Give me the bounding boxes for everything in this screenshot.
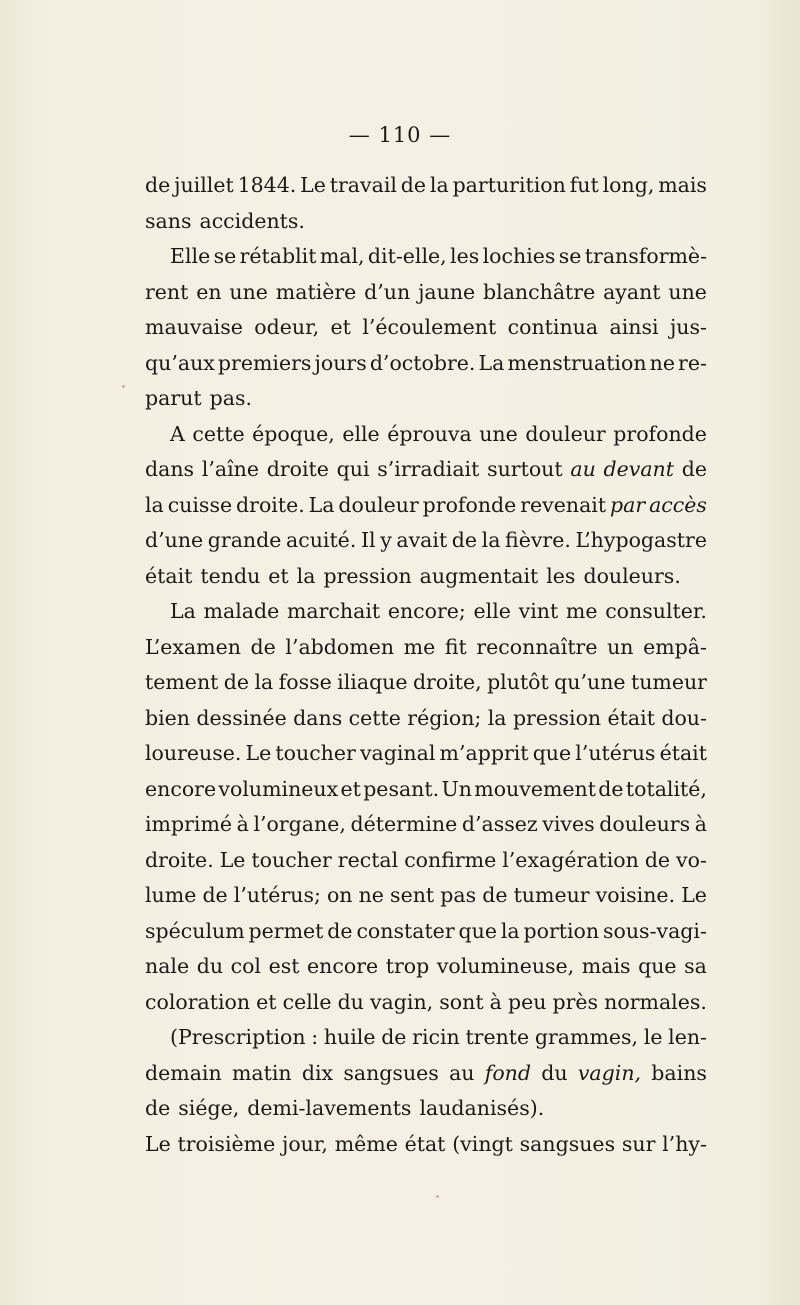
word: douleur bbox=[338, 492, 419, 517]
word: vint bbox=[518, 599, 559, 623]
word: mais bbox=[581, 954, 631, 978]
word: l’utérus bbox=[575, 741, 656, 765]
word: qu’une bbox=[554, 670, 626, 694]
word: une bbox=[668, 279, 707, 304]
text-line bbox=[145, 346, 707, 382]
word: au bbox=[570, 457, 596, 481]
word: peu bbox=[507, 989, 547, 1014]
text-line bbox=[145, 985, 707, 1021]
word: la bbox=[481, 528, 501, 552]
word: ricin bbox=[412, 1025, 460, 1049]
word: plutôt bbox=[487, 670, 549, 694]
word: parturition bbox=[452, 173, 566, 197]
word: fit bbox=[444, 634, 467, 659]
text-line bbox=[145, 488, 707, 524]
word: mouvement bbox=[474, 776, 596, 801]
word: ayant bbox=[603, 279, 661, 304]
word: len- bbox=[668, 1025, 707, 1049]
word: du bbox=[337, 989, 364, 1014]
word: ainsi bbox=[609, 315, 659, 339]
word: est bbox=[268, 954, 300, 978]
word: 1844. bbox=[237, 173, 297, 197]
word: (vingt bbox=[452, 1131, 513, 1156]
word: empâ- bbox=[643, 634, 707, 659]
word: encore bbox=[307, 954, 379, 978]
text-line bbox=[145, 168, 707, 204]
body-text bbox=[145, 168, 707, 1162]
word: profonde bbox=[613, 421, 707, 446]
word: pesant. bbox=[363, 776, 440, 801]
word: dou- bbox=[661, 705, 707, 730]
word: lume bbox=[145, 883, 197, 907]
word: Le bbox=[300, 173, 326, 197]
word: d’assez bbox=[461, 812, 538, 836]
word: ne bbox=[358, 883, 384, 907]
word: droite bbox=[266, 457, 329, 481]
word: profonde bbox=[422, 492, 517, 517]
word: La bbox=[170, 599, 196, 623]
word: se bbox=[558, 244, 582, 268]
word: détermine bbox=[350, 812, 458, 836]
word: était bbox=[145, 563, 193, 588]
word: se bbox=[213, 244, 237, 268]
word: confirme bbox=[404, 847, 497, 872]
word: normales. bbox=[604, 989, 707, 1014]
text-line bbox=[145, 949, 707, 985]
word: accidents. bbox=[199, 208, 305, 233]
word: qui bbox=[336, 457, 370, 481]
word: L’hypogastre bbox=[575, 528, 707, 552]
word: dit-elle, bbox=[367, 244, 447, 268]
text-line bbox=[145, 736, 707, 772]
word: jours bbox=[314, 350, 367, 375]
word: avait bbox=[396, 528, 448, 552]
word: et bbox=[256, 989, 277, 1014]
word: col bbox=[230, 954, 261, 978]
word: malade bbox=[203, 599, 280, 623]
word: mauvaise bbox=[145, 315, 243, 339]
word: m’apprit bbox=[439, 741, 529, 765]
word: vo- bbox=[676, 847, 707, 872]
word: de bbox=[250, 634, 276, 659]
text-line bbox=[145, 1020, 707, 1056]
word: volumineuse, bbox=[436, 954, 575, 978]
word: Un bbox=[441, 776, 472, 801]
text-line bbox=[145, 1091, 707, 1127]
word: blanchâtre bbox=[483, 279, 596, 304]
text-line bbox=[145, 772, 707, 808]
word: du bbox=[196, 954, 224, 978]
word: de bbox=[681, 457, 707, 481]
word: rétablit bbox=[239, 244, 317, 268]
word: dans bbox=[293, 705, 343, 730]
word: l’organe, bbox=[253, 812, 346, 836]
word: surtout bbox=[487, 457, 563, 481]
word: Le bbox=[681, 883, 707, 907]
word: mais bbox=[658, 173, 707, 197]
word: dessinée bbox=[196, 705, 287, 730]
word: voisine. bbox=[595, 883, 676, 907]
word: long, bbox=[602, 173, 655, 197]
word: tement bbox=[145, 670, 219, 694]
word: la bbox=[145, 492, 164, 517]
word: reconnaître bbox=[476, 634, 598, 659]
word: permet bbox=[248, 918, 324, 943]
word: laudanisés). bbox=[419, 1096, 545, 1120]
word: huile bbox=[323, 1025, 376, 1049]
word: l’écoulement bbox=[362, 315, 497, 339]
text-line bbox=[145, 239, 707, 275]
word: de bbox=[145, 173, 171, 197]
word: à bbox=[694, 812, 707, 836]
word: droite. bbox=[236, 492, 305, 517]
word: Elle bbox=[170, 244, 211, 268]
word: on bbox=[326, 883, 353, 907]
word: coloration bbox=[145, 989, 251, 1014]
word: douleurs. bbox=[583, 563, 681, 588]
word: fièvre. bbox=[505, 528, 571, 552]
word: par bbox=[610, 492, 646, 517]
word: l’abdomen bbox=[285, 634, 395, 659]
word: état bbox=[404, 1131, 446, 1156]
word: ne bbox=[649, 350, 675, 375]
word: bien bbox=[145, 705, 191, 730]
word: elle bbox=[342, 421, 380, 446]
word: La bbox=[308, 492, 335, 517]
page-number: — 110 — bbox=[348, 123, 452, 147]
word: d’une bbox=[145, 528, 204, 552]
word: transformè- bbox=[584, 244, 707, 268]
word: sous-vagi- bbox=[602, 918, 707, 943]
word: accès bbox=[649, 492, 707, 517]
word: fut bbox=[569, 173, 599, 197]
word: de bbox=[644, 847, 671, 872]
word: droite, bbox=[412, 670, 482, 694]
text-line bbox=[145, 275, 707, 311]
word: rectal bbox=[337, 847, 399, 872]
text-line bbox=[145, 701, 707, 737]
word: sur bbox=[621, 1131, 656, 1156]
word: le bbox=[643, 1025, 663, 1049]
text-line bbox=[145, 559, 707, 595]
text-line bbox=[145, 878, 707, 914]
word: consulter. bbox=[605, 599, 707, 623]
word: près bbox=[552, 989, 599, 1014]
word: de bbox=[223, 670, 250, 694]
word: Il bbox=[360, 528, 376, 552]
word: s’irradiait bbox=[377, 457, 480, 481]
text-line bbox=[145, 417, 707, 453]
text-line bbox=[145, 665, 707, 701]
word: au bbox=[449, 1060, 475, 1085]
word: la bbox=[500, 918, 520, 943]
word: jaune bbox=[418, 279, 476, 304]
word: marchait bbox=[286, 599, 381, 623]
word: et bbox=[268, 563, 289, 588]
text-line bbox=[145, 630, 707, 666]
word: la bbox=[429, 173, 449, 197]
word: L’examen bbox=[145, 634, 241, 659]
word: pas bbox=[440, 883, 477, 907]
word: et bbox=[340, 776, 361, 801]
word: sangsues bbox=[519, 1131, 616, 1156]
word: de bbox=[145, 1096, 171, 1120]
word: vagin, bbox=[369, 989, 434, 1014]
word: cette bbox=[192, 421, 245, 446]
word: Le bbox=[219, 847, 246, 872]
word: jour, bbox=[281, 1131, 328, 1156]
word: de bbox=[327, 918, 353, 943]
word: matière bbox=[275, 279, 357, 304]
word: région; bbox=[407, 705, 482, 730]
word: l’exagération bbox=[502, 847, 639, 872]
word: A bbox=[170, 421, 185, 446]
word: me bbox=[403, 634, 436, 659]
word: totalité, bbox=[625, 776, 707, 801]
word: de bbox=[381, 1025, 407, 1049]
word: y bbox=[380, 528, 392, 552]
word: spéculum bbox=[145, 918, 245, 943]
word: matin bbox=[231, 1060, 292, 1085]
word: premiers bbox=[217, 350, 312, 375]
word: imprimé bbox=[145, 812, 233, 836]
word: grande bbox=[207, 528, 282, 552]
word: sent bbox=[390, 883, 435, 907]
word: qu’aux bbox=[145, 350, 215, 375]
word: vives bbox=[542, 812, 595, 836]
word: que bbox=[532, 741, 572, 765]
word: les bbox=[546, 563, 576, 588]
word: de bbox=[482, 883, 508, 907]
word: iliaque bbox=[337, 670, 408, 694]
word: l’aîne bbox=[201, 457, 259, 481]
text-line bbox=[145, 594, 707, 630]
word: juillet bbox=[174, 173, 234, 197]
text-line bbox=[145, 914, 707, 950]
word: sont bbox=[439, 989, 484, 1014]
word: et bbox=[330, 315, 351, 339]
word: bains bbox=[651, 1060, 707, 1085]
word: de bbox=[598, 776, 624, 801]
word: toucher bbox=[275, 741, 356, 765]
word: jus- bbox=[669, 315, 707, 339]
text-line bbox=[145, 1056, 707, 1092]
word: dans bbox=[145, 457, 195, 481]
word: continua bbox=[507, 315, 599, 339]
word: vaginal bbox=[359, 741, 436, 765]
text-line bbox=[145, 523, 707, 559]
paper-speck bbox=[122, 385, 125, 388]
word: une bbox=[479, 421, 518, 446]
word: nale bbox=[145, 954, 190, 978]
word: cuisse bbox=[167, 492, 233, 517]
word: fond bbox=[484, 1060, 532, 1085]
word: d’un bbox=[364, 279, 411, 304]
word: grammes, bbox=[534, 1025, 639, 1049]
word: fosse bbox=[278, 670, 332, 694]
word: l’utérus; bbox=[233, 883, 321, 907]
word: demi-lavements bbox=[247, 1096, 412, 1120]
word: époque, bbox=[252, 421, 335, 446]
word: de bbox=[451, 528, 478, 552]
word: revenait bbox=[520, 492, 607, 517]
word: encore bbox=[145, 776, 217, 801]
word: troisième bbox=[177, 1131, 276, 1156]
text-line bbox=[145, 452, 707, 488]
word: du bbox=[541, 1060, 568, 1085]
word: d’octobre. bbox=[369, 350, 476, 375]
word: : bbox=[311, 1025, 319, 1049]
word: dix bbox=[301, 1060, 334, 1085]
word: l’hy- bbox=[662, 1131, 707, 1156]
word: augmentait bbox=[419, 563, 539, 588]
word: était bbox=[659, 741, 707, 765]
text-line bbox=[145, 204, 707, 240]
word: droite. bbox=[145, 847, 214, 872]
word: volumineux bbox=[218, 776, 339, 801]
text-line bbox=[145, 381, 707, 417]
word: menstruation bbox=[507, 350, 647, 375]
word: une bbox=[229, 279, 268, 304]
word: était bbox=[607, 705, 655, 730]
word: sans bbox=[145, 208, 192, 233]
word: un bbox=[607, 634, 634, 659]
word: en bbox=[196, 279, 222, 304]
word: sa bbox=[684, 954, 707, 978]
word: elle bbox=[473, 599, 511, 623]
word: constater bbox=[356, 918, 455, 943]
word: sangsues bbox=[343, 1060, 439, 1085]
word: pression bbox=[323, 563, 412, 588]
word: rent bbox=[145, 279, 189, 304]
word: à bbox=[489, 989, 502, 1014]
word: me bbox=[565, 599, 598, 623]
word: à bbox=[236, 812, 249, 836]
word: Le bbox=[145, 1131, 171, 1156]
word: la bbox=[254, 670, 274, 694]
text-line bbox=[145, 807, 707, 843]
word: demain bbox=[145, 1060, 222, 1085]
text-line bbox=[145, 1127, 707, 1163]
word: trop bbox=[385, 954, 430, 978]
word: tumeur bbox=[630, 670, 707, 694]
word: la bbox=[296, 563, 316, 588]
word: odeur, bbox=[254, 315, 320, 339]
word: douleur bbox=[525, 421, 606, 446]
word: toucher bbox=[251, 847, 332, 872]
word: de bbox=[400, 173, 427, 197]
word: celle bbox=[282, 989, 332, 1014]
word: les bbox=[450, 244, 480, 268]
paper-speck bbox=[436, 1195, 439, 1198]
word: de bbox=[202, 883, 228, 907]
word: que bbox=[458, 918, 497, 943]
word: siége, bbox=[178, 1096, 240, 1120]
word: mal, bbox=[319, 244, 365, 268]
word: trente bbox=[465, 1025, 530, 1049]
word: Le bbox=[245, 741, 272, 765]
word: vagin, bbox=[577, 1060, 642, 1085]
word: portion bbox=[523, 918, 600, 943]
word: que bbox=[638, 954, 677, 978]
word: éprouva bbox=[387, 421, 472, 446]
text-line bbox=[145, 843, 707, 879]
word: loureuse. bbox=[145, 741, 242, 765]
word: cette bbox=[348, 705, 401, 730]
text-line bbox=[145, 310, 707, 346]
word: encore; bbox=[387, 599, 466, 623]
word: tumeur bbox=[513, 883, 590, 907]
word: lochies bbox=[482, 244, 556, 268]
word: tendu bbox=[200, 563, 261, 588]
word: devant bbox=[603, 457, 674, 481]
word: travail bbox=[329, 173, 397, 197]
word: la bbox=[487, 705, 507, 730]
word: pas. bbox=[209, 386, 252, 410]
word: (Prescription bbox=[170, 1025, 306, 1049]
word: acuité. bbox=[285, 528, 357, 552]
word: La bbox=[478, 350, 505, 375]
word: pression bbox=[512, 705, 602, 730]
word: parut bbox=[145, 386, 202, 410]
word: re- bbox=[678, 350, 707, 375]
word: même bbox=[334, 1131, 398, 1156]
word: douleurs bbox=[599, 812, 691, 836]
